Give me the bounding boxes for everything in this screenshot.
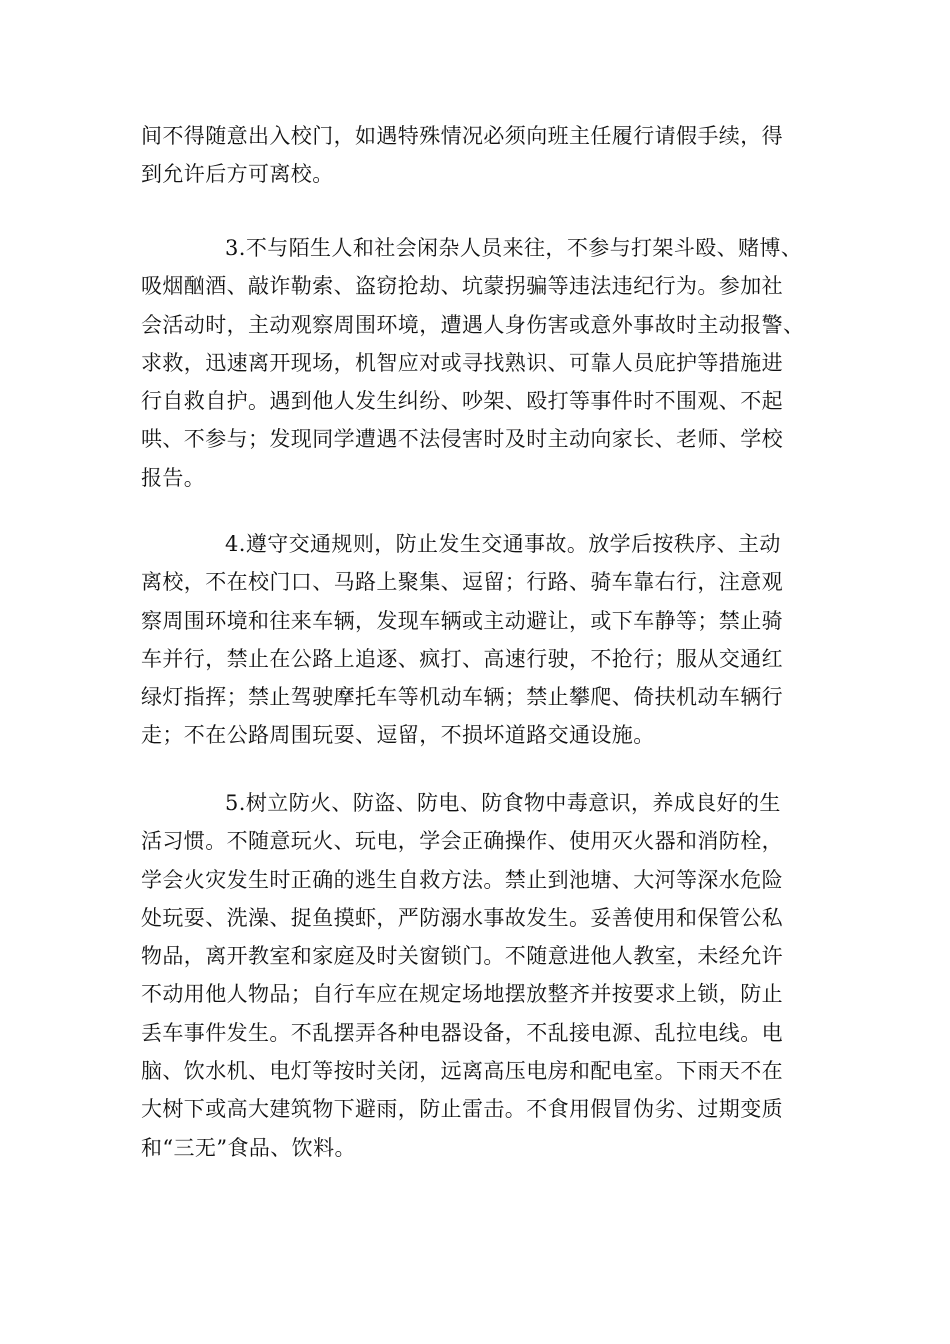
paragraph-line: 行自救自护。遇到他人发生纠纷、吵架、殴打等事件时不围观、不起 (141, 389, 783, 414)
paragraph-first-line: 4.遵守交通规则，防止发生交通事故。放学后按秩序、主动 (225, 532, 781, 556)
paragraph-item-3 (141, 229, 817, 497)
paragraph-first-line: 5.树立防火、防盗、防电、防食物中毒意识，养成良好的生 (225, 791, 781, 815)
paragraph-line: 间不得随意出入校门，如遇特殊情况必须向班主任履行请假手续，得 (141, 124, 783, 148)
paragraph-line: 会活动时，主动观察周围环境，遭遇人身伤害或意外事故时主动报警、 (141, 312, 805, 337)
paragraph-line: 离校，不在校门口、马路上聚集、逗留；行路、骑车靠右行，注意观 (141, 570, 783, 595)
paragraph-line: 丢车事件发生。不乱摆弄各种电器设备，不乱接电源、乱拉电线。电 (141, 1020, 783, 1045)
paragraph-line: 大树下或高大建筑物下避雨，防止雷击。不食用假冒伪劣、过期变质 (141, 1097, 783, 1122)
paragraph-line: 到允许后方可离校。 (141, 162, 334, 187)
paragraph-item-4 (141, 525, 817, 755)
paragraph-line: 求救，迅速离开现场，机智应对或寻找熟识、可靠人员庇护等措施进 (141, 350, 783, 375)
paragraph-line: 报告。 (141, 465, 206, 490)
paragraph-line: 绿灯指挥；禁止驾驶摩托车等机动车辆；禁止攀爬、倚扶机动车辆行 (141, 685, 783, 710)
paragraph-item-5 (141, 784, 817, 1167)
paragraph-line: 不动用他人物品；自行车应在规定场地摆放整齐并按要求上锁，防止 (141, 982, 783, 1007)
paragraph-line: 察周围环境和往来车辆，发现车辆或主动避让，或下车静等；禁止骑 (141, 608, 783, 633)
paragraph-line: 走；不在公路周围玩耍、逗留，不损坏道路交通设施。 (141, 723, 655, 748)
paragraph-line: 物品，离开教室和家庭及时关窗锁门。不随意进他人教室，未经允许 (141, 944, 783, 969)
paragraph-intro-continuation (141, 117, 817, 194)
paragraph-line: 活习惯。不随意玩火、玩电，学会正确操作、使用灭火器和消防栓， (141, 829, 783, 854)
paragraph-line: 哄、不参与；发现同学遭遇不法侵害时及时主动向家长、老师、学校 (141, 427, 783, 452)
paragraph-line: 车并行，禁止在公路上追逐、疯打、高速行驶，不抢行；服从交通红 (141, 646, 783, 671)
paragraph-line: 处玩耍、洗澡、捉鱼摸虾，严防溺水事故发生。妥善使用和保管公私 (141, 905, 783, 930)
paragraph-line: 和“三无”食品、饮料。 (141, 1135, 356, 1160)
paragraph-line: 脑、饮水机、电灯等按时关闭，远离高压电房和配电室。下雨天不在 (141, 1059, 783, 1084)
paragraph-line: 学会火灾发生时正确的逃生自救方法。禁止到池塘、大河等深水危险 (141, 867, 783, 892)
paragraph-line: 吸烟酗酒、敲诈勒索、盗窃抢劫、坑蒙拐骗等违法违纪行为。参加社 (141, 274, 783, 299)
paragraph-first-line: 3.不与陌生人和社会闲杂人员来往，不参与打架斗殴、赌博、 (225, 236, 803, 260)
